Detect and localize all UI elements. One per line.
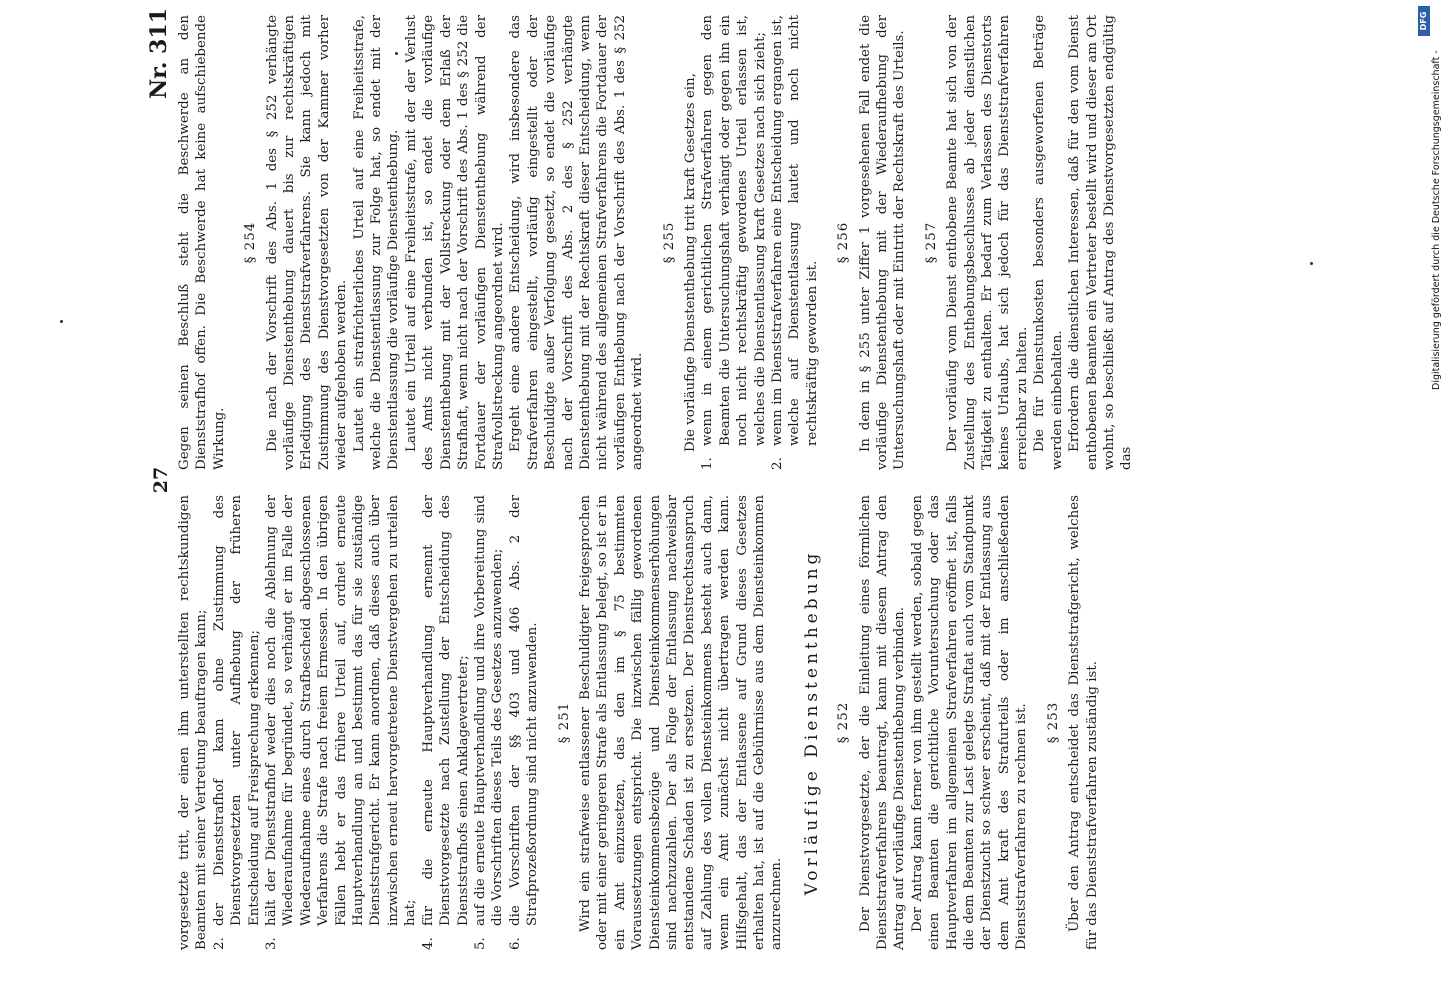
paragraph-text-254d: Ergeht eine andere Entscheidung, wird insbesondere das Strafverfahren eingestellt, vorläufig eingestellt oder der Beschuldigte außer Verfolgung gesetzt, so endet die vorläufige nach der Vorschrift des Abs. 2 des § 252 verhängte Dienstenthebung mit der Rechtskraft dieser Entscheidung, wenn nicht während des allgemeinen Strafverfahrens die Fortdauer der vorläufigen Enthebung nach der Vorschrift des Abs. 1 des § 252 angeordnet wird. — [508, 15, 646, 470]
paragraph-heading-256: § 256 — [836, 221, 852, 264]
paragraph-heading-255: § 255 — [661, 221, 677, 264]
issue-number: Nr. 311 — [146, 8, 172, 99]
paragraph-text-257b: Die für Dienstunkosten besonders ausgeworfenen Beträge werden einbehalten. — [1032, 15, 1065, 470]
list-item: 1. wenn in einem gerichtlichen Strafverfahren gegen den Beamten die Untersuchungshaft verhängt oder gegen ihn ein noch nicht rechtskräftig gewordenes Urteil erlassen ist, welches die Dienstentlassung kraft Gesetzes nach sich zieht; — [700, 15, 768, 470]
right-intro: Gegen seinen Beschluß steht die Beschwerde an den Dienststrafhof offen. Die Beschwerde hat keine aufschiebende Wirkung. — [177, 15, 227, 470]
paragraph-text-253: Über den Antrag entscheidet das Dienststrafgericht, welches für das Dienststrafverfahren zuständig ist. — [1067, 495, 1100, 950]
list-item: 2. wenn im Dienststrafverfahren eine Entscheidung ergangen ist, welche auf Dienstentlassung lautet und noch nicht rechtskräftig geworden ist. — [770, 15, 820, 470]
paragraph-heading-251: § 251 — [556, 701, 572, 744]
left-intro: vorgesetzte tritt, der einen ihm unterstellten rechtskundigen Beamten mit seiner Vertretung beauftragen kann; — [177, 495, 210, 950]
paragraph-text-256: In dem in § 255 unter Ziffer 1 vorgesehenen Fall endet die vorläufige Dienstenthebung mit der Wiederaufhebung der Untersuchungshaft oder mit Eintritt der Rechtskraft des Urteils. — [857, 15, 908, 470]
list-item: 2. der Dienststrafhof kann ohne Zustimmung des Dienstvorgesetzten unter Aufhebung der früheren Entscheidung auf Freisprechung erkennen; — [211, 495, 262, 950]
scan-speck — [60, 320, 63, 323]
digitization-credit — [1416, 10, 1442, 390]
scan-speck — [1310, 262, 1313, 265]
right-column — [176, 15, 1136, 470]
paragraph-text-255: Die vorläufige Dienstenthebung tritt kraft Gesetzes ein, — [682, 73, 698, 452]
paragraph-text-252a: Der Dienstvorgesetzte, der die Einleitung eines förmlichen Dienststrafverfahrens beantragt, kann mit diesem Antrag den Antrag auf vorläufige Dienstenthebung verbinden. — [857, 495, 908, 950]
paragraph-text-257a: Der vorläufig vom Dienst enthobene Beamte hat sich von der Zustellung des Enthebungsbeschlusses ab jeder dienstlichen Tätigkeit zu enthalten. Er bedarf zum Verlassen des Dienstorts keines Urlaubs, hat sich jedoch für das Dienststrafverfahren erreichbar zu halten. — [945, 15, 1030, 470]
list-item: 5. auf die erneute Hauptverhandlung und ihre Vorbereitung sind die Vorschriften dieses Teils des Gesetzes anzuwenden; — [472, 495, 506, 950]
list-item: 6. die Vorschriften der §§ 403 und 406 Abs. 2 der Strafprozeßordnung sind nicht anzuwenden. — [507, 495, 541, 950]
paragraph-heading-252: § 252 — [836, 701, 852, 744]
left-column — [176, 495, 1101, 950]
paragraph-text-254a: Die nach der Vorschrift des Abs. 1 des § 252 verhängte vorläufige Dienstenthebung dauert bis zur rechtskräftigen Erledigung des Dienststrafverfahrens. Sie kann jedoch mit Zustimmung des Dienstvorgesetzten von der Kammer vorher wieder aufgehoben werden. — [264, 15, 350, 470]
paragraph-text-254b: Lautet ein strafrichterliches Urteil auf eine Freiheitsstrafe, welche die Dienstentlassung zur Folge hat, so endet mit der Dienstentlassung die vorläufige Dienstenthebung. — [351, 15, 402, 470]
paragraph-text-257c: Erfordern die dienstlichen Interessen, daß für den vom Dienst enthobenen Beamten ein Vertreter bestellt wird und dieser am Ort wohnt, so beschließt auf Antrag des Dienstvorgesetzten endgültig das — [1067, 15, 1135, 470]
paragraph-text-254c: Lautet ein Urteil auf eine Freiheitsstrafe, mit der der Verlust des Amts nicht verbunden ist, so endet die vorläufige Dienstenthebung mit der Vollstreckung oder dem Erlaß der Strafhaft, wenn nicht nach der Vorschrift des Abs. 1 des § 252 die Fortdauer der vorläufigen Dienstenthebung während der Strafvollstreckung angeordnet wird. — [403, 15, 506, 470]
list-item: 3. hält der Dienststrafhof weder dies noch die Ablehnung der Wiederaufnahme für begründet, so verhängt er im Falle der Wiederaufnahme eines durch Strafbescheid abgeschlossenen Verfahrens die Strafe nach freiem Ermessen. In den übrigen Fällen hebt er das frühere Urteil auf, ordnet erneute Hauptverhandlung an und bestimmt das für sie zuständige Dienststrafgericht. Er kann anordnen, daß dieses auch über inzwischen erneut hervorgetretene Dienstvergehen zu urteilen hat; — [264, 495, 419, 950]
paragraph-text-252b: Der Antrag kann ferner von ihm gestellt werden, sobald gegen einen Beamten die gerichtliche Voruntersuchung oder das Hauptverfahren im allgemeinen Strafverfahren eröffnet ist, falls die dem Beamten zur Last gelegte Straftat auch vom Standpunkt der Dienstzucht so schwer erscheint, daß mit der Entlassung aus dem Amt kraft des Strafurteils oder im anschließenden Dienststrafverfahren zu rechnen ist. — [909, 495, 1030, 950]
list-item: 4. für die erneute Hauptverhandlung ernennt der Dienstvorgesetzte nach Zustellung der Entscheidung des Dienststrafhofs einen Anklagevertreter; — [420, 495, 471, 950]
page-number: 27 — [150, 466, 172, 494]
rotated-document-page — [110, 0, 1400, 960]
section-title: Vorläufige Dienstenthebung — [801, 549, 822, 896]
dfg-logo: DFG — [1418, 6, 1430, 36]
paragraph-heading-257: § 257 — [923, 221, 939, 264]
paragraph-text-251: Wird ein strafweise entlassener Beschuldigter freigesprochen oder mit einer geringeren Strafe als Entlassung belegt, so ist er in ein Amt einzusetzen, das den im § 75 bestimmten Voraussetzungen entspricht. Die inzwischen fällig gewordenen Diensteinkommensbezüge und Diensteinkommenserhöhungen sind nachzuzahlen. Der als Folge der Entlassung nachweisbar entstandene Schaden ist zu ersetzen. Der Dienstrechtsanspruch auf Zahlung des vollen Diensteinkommens besteht auch dann, wenn ein Amt zunächst nicht übertragen werden kann. Hilfsgehalt, das der Entlassene auf Grund dieses Gesetzes erhalten hat, ist auf die Gebührnisse aus dem Diensteinkommen anzurechnen. — [577, 495, 785, 950]
scan-speck — [395, 52, 398, 55]
paragraph-heading-254: § 254 — [243, 221, 259, 264]
paragraph-heading-253: § 253 — [1045, 701, 1061, 744]
digitization-credit-text: Digitalisierung gefördert durch die Deutsche Forschungsgemeinschaft - — [1431, 50, 1442, 390]
